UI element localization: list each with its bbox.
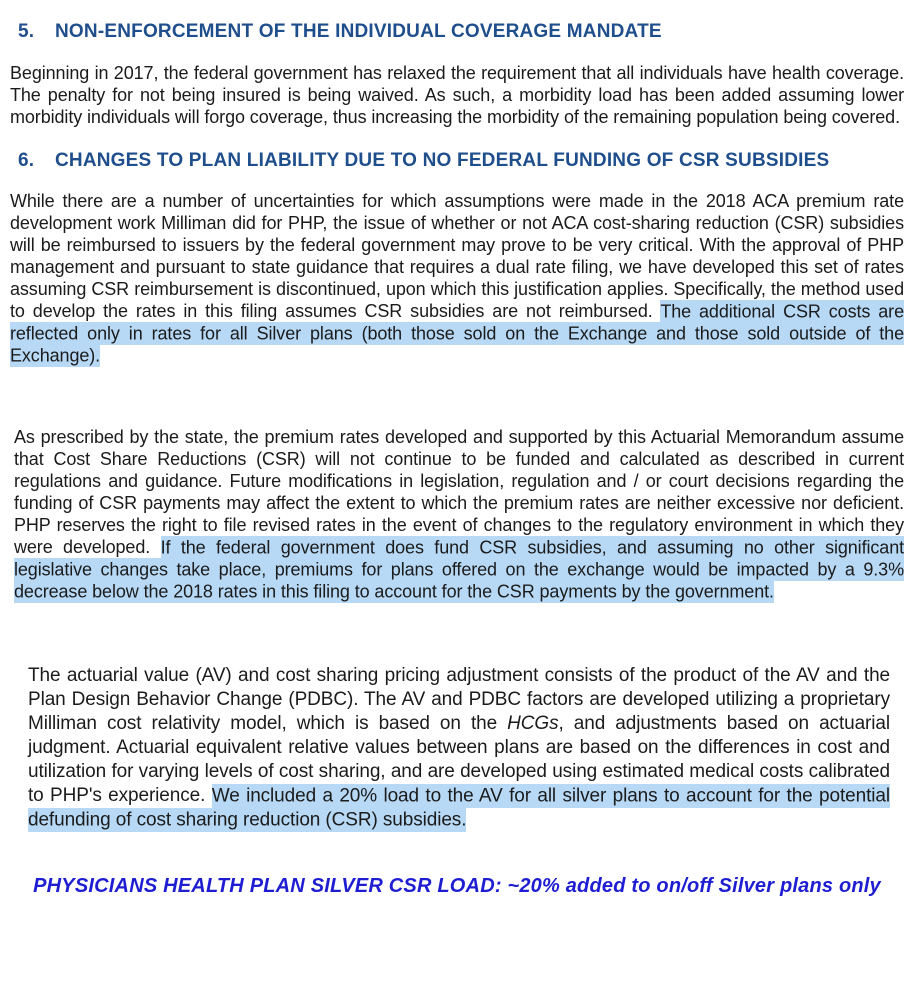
paragraph-csr-rates [10,190,904,366]
section-title-6: CHANGES TO PLAN LIABILITY DUE TO NO FEDERAL FUNDING OF CSR SUBSIDIES [55,150,830,171]
text-run: , and adjustments based on actuarial judgment. Actuarial equivalent relative values between plans are based on the differences in cost and utilization for varying levels of cost sharing, and are developed using estimated medical costs calibrated to PHP's experience. [28,713,890,806]
text-run: While there are a number of uncertainties for which assumptions were made in the 2018 ACA premium rate development work Milliman did for PHP, the issue of whether or not ACA cost-sharing reduction (CSR) subsidies will be reimbursed to issuers by the federal government may prove to be very critical. With the approval of PHP management and pursuant to state guidance that requires a dual rate filing, we have developed this set of rates assuming CSR reimbursement is discontinued, upon which this justification applies. Specifically, the method used to develop the rates in this filing assumes CSR subsidies are not reimbursed. [10,191,904,321]
paragraph-mandate-morbidity [10,62,904,128]
highlighted-text-run: We included a 20% load to the AV for all silver plans to account for the potential defunding of cost sharing reduction (CSR) subsidies. [28,785,890,830]
text-run: As prescribed by the state, the premium rates developed and supported by this Actuarial Memorandum assume that Cost Share Reductions (CSR) will not continue to be funded and calculated as described in current regulations and guidance. Future modifications in legislation, regulation and / or court decisions regarding the funding of CSR payments may affect the extent to which the premium rates are neither excessive nor deficient. PHP reserves the right to file revised rates in the event of changes to the regulatory environment in which they were developed. [14,427,904,557]
section-title-5: NON-ENFORCEMENT OF THE INDIVIDUAL COVERAGE MANDATE [55,21,662,42]
paragraph-actuarial-value [28,664,890,832]
italic-text-run: HCGs [507,713,559,734]
section-number-5: 5. [18,21,35,42]
text-run: The actuarial value (AV) and cost sharing pricing adjustment consists of the product of the AV and the Plan Design Behavior Change (PDBC). The AV and PDBC factors are developed utilizing a proprietary Milliman cost relativity model, which is based on the [28,665,890,734]
highlighted-text-run: The additional CSR costs are reflected only in rates for all Silver plans (both those sold on the Exchange and those sold outside of the Exchange). [10,301,904,365]
text-run: Beginning in 2017, the federal government has relaxed the requirement that all individuals have health coverage. The penalty for not being insured is being waived. As such, a morbidity load has been added assuming lower morbidity individuals will forgo coverage, thus increasing the morbidity of the remaining population being covered. [10,63,904,127]
section-heading-5 [18,20,904,43]
section-number-6: 6. [18,150,35,171]
annotation-silver-csr-load: PHYSICIANS HEALTH PLAN SILVER CSR LOAD: ~20% added to on/off Silver plans only [33,875,881,897]
section-heading-6 [18,149,904,172]
highlighted-text-run: If the federal government does fund CSR subsidies, and assuming no other significant legislative changes take place, premiums for plans offered on the exchange would be impacted by a 9.3% decrease below the 2018 rates in this filing to account for the CSR payments by the government. [14,537,905,601]
paragraph-state-prescription [14,426,904,602]
